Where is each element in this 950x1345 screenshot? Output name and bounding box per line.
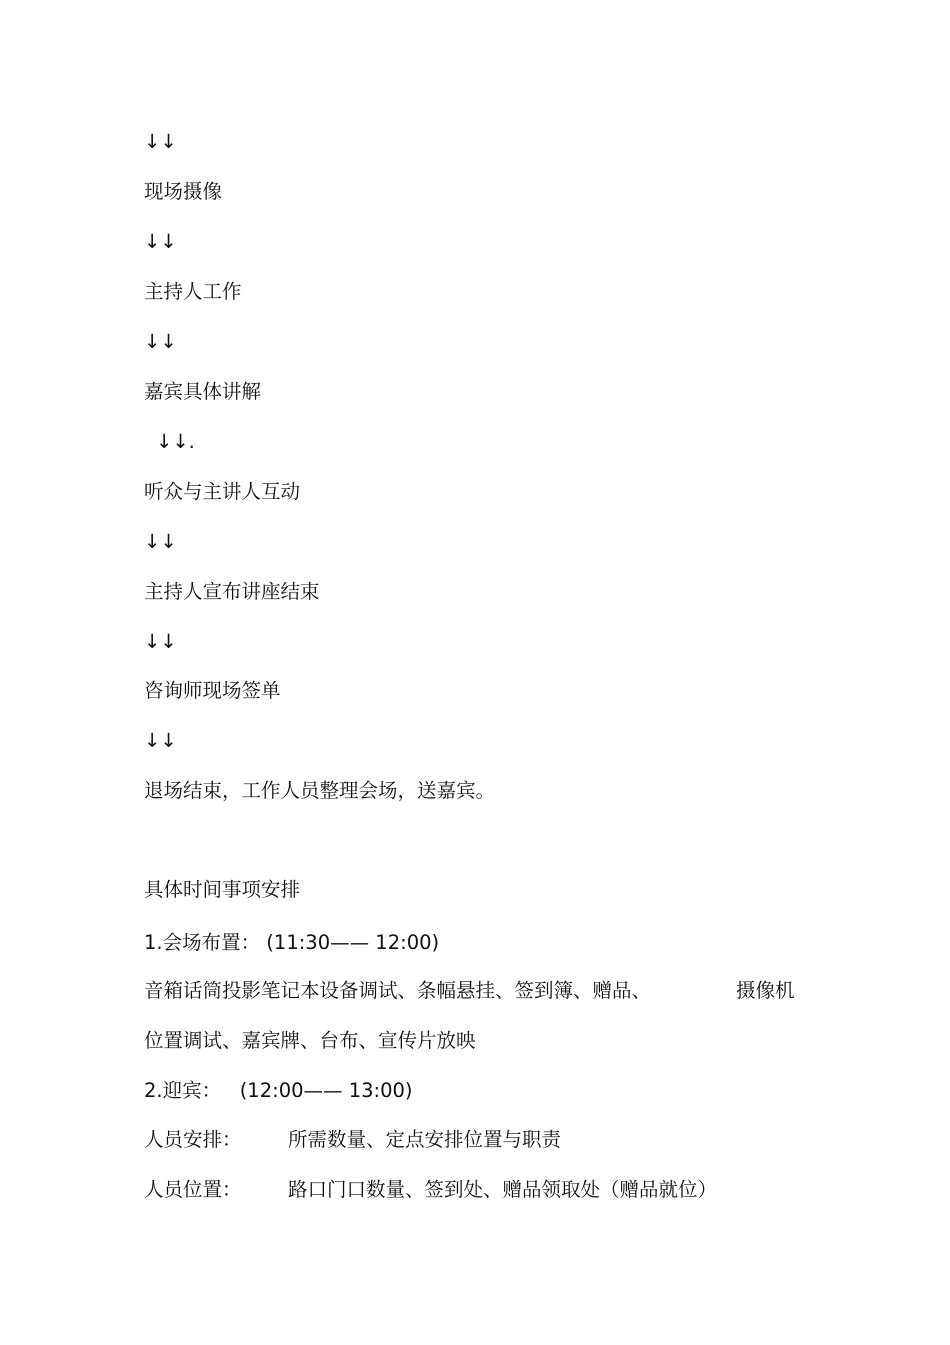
flow-arrow: ↓↓ bbox=[144, 330, 177, 353]
schedule-item1-desc: 音箱话筒投影笔记本设备调试、条幅悬挂、签到簿、赠品、 bbox=[144, 979, 652, 1002]
schedule-item1-desc-end: 摄像机 bbox=[736, 979, 795, 1002]
schedule-item1-desc-cont: 位置调试、嘉宾牌、台布、宣传片放映 bbox=[144, 1029, 476, 1052]
flow-step-interact: 听众与主讲人互动 bbox=[144, 480, 301, 503]
staff-position-label: 人员位置： bbox=[144, 1178, 242, 1201]
schedule-heading: 具体时间事项安排 bbox=[144, 878, 301, 901]
flow-arrow: ↓↓ bbox=[144, 530, 177, 553]
flow-step-video: 现场摄像 bbox=[144, 180, 223, 203]
flow-arrow: ↓↓ bbox=[144, 630, 177, 653]
staff-position-value: 路口门口数量、签到处、赠品领取处（赠品就位） bbox=[288, 1178, 718, 1201]
flow-arrow: ↓↓ bbox=[144, 230, 177, 253]
flow-step-end: 主持人宣布讲座结束 bbox=[144, 580, 320, 603]
flow-step-guest: 嘉宾具体讲解 bbox=[144, 380, 262, 403]
flow-step-exit: 退场结束，工作人员整理会场，送嘉宾。 bbox=[144, 779, 496, 802]
staff-arrange-value: 所需数量、定点安排位置与职责 bbox=[288, 1128, 562, 1151]
staff-arrange-label: 人员安排： bbox=[144, 1128, 242, 1151]
flow-arrow: ↓↓ bbox=[144, 130, 177, 153]
flow-arrow: ↓↓. bbox=[156, 430, 195, 453]
flow-step-host: 主持人工作 bbox=[144, 280, 242, 303]
flow-step-sign: 咨询师现场签单 bbox=[144, 679, 281, 702]
flow-arrow: ↓↓ bbox=[144, 729, 177, 752]
schedule-item2-title: 2.迎宾： (12:00—— 13:00) bbox=[144, 1079, 413, 1102]
schedule-item1-title: 1.会场布置： (11:30—— 12:00) bbox=[144, 931, 440, 954]
